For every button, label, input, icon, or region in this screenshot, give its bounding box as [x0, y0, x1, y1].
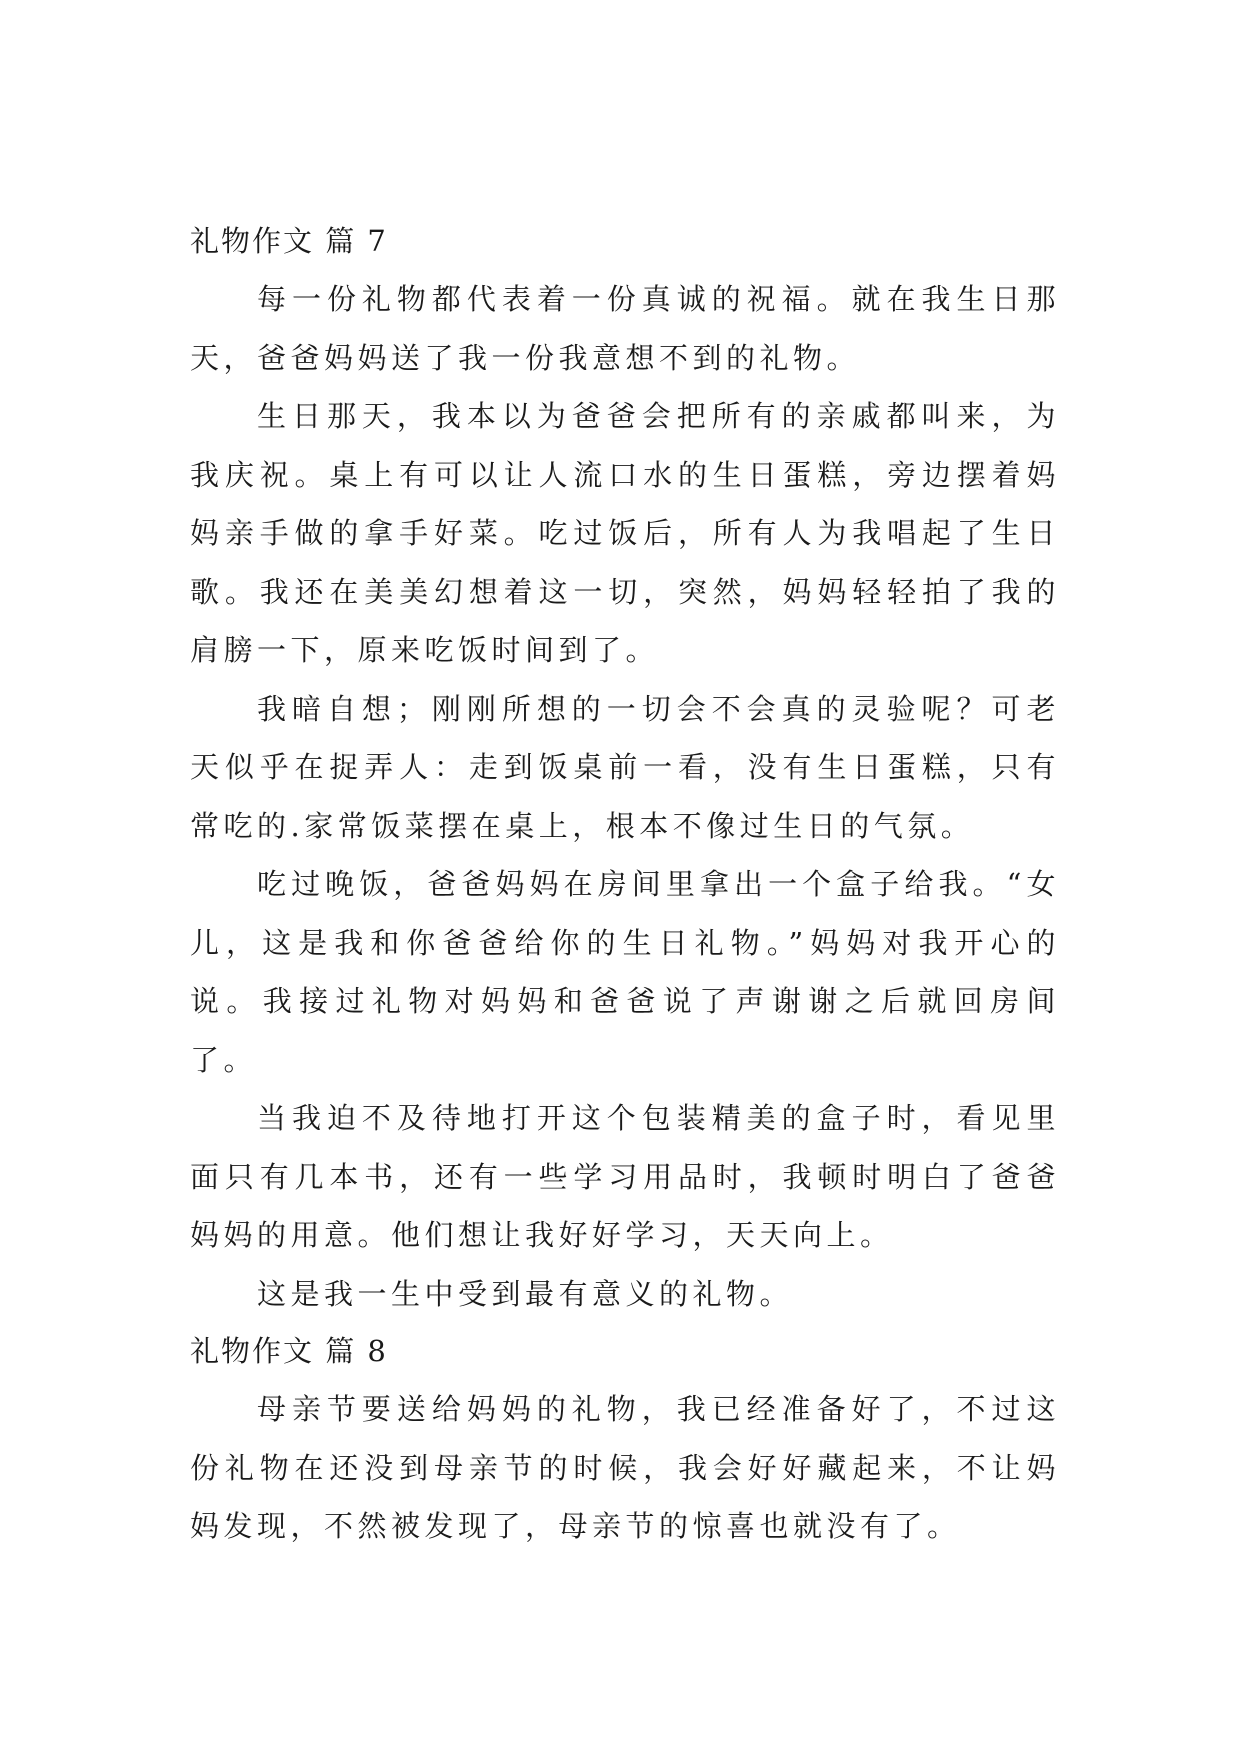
paragraph: 每一份礼物都代表着一份真诚的祝福。就在我生日那天，爸爸妈妈送了我一份我意想不到的礼物。: [190, 282, 1060, 375]
paragraph: 我暗自想；刚刚所想的一切会不会真的灵验呢？可老天似乎在捉弄人：走到饭桌前一看，没有生日蛋糕，只有常吃的.家常饭菜摆在桌上，根本不像过生日的气氛。: [190, 691, 1060, 843]
paragraph: 生日那天，我本以为爸爸会把所有的亲戚都叫来，为我庆祝。桌上有可以让人流口水的生日蛋糕，旁边摆着妈妈亲手做的拿手好菜。吃过饭后，所有人为我唱起了生日歌。我还在美美幻想着这一切，突然，妈妈轻轻拍了我的肩膀一下，原来吃饭时间到了。: [190, 399, 1060, 667]
section-body: [190, 270, 1060, 1323]
paragraph: 这是我一生中受到最有意义的礼物。: [257, 1276, 794, 1311]
paragraph: 吃过晚饭，爸爸妈妈在房间里拿出一个盒子给我。“女儿，这是我和你爸爸给你的生日礼物。”妈妈对我开心的说。我接过礼物对妈妈和爸爸说了声谢谢之后就回房间了。: [190, 867, 1060, 1077]
paragraph: 当我迫不及待地打开这个包装精美的盒子时，看见里面只有几本书，还有一些学习用品时，我顿时明白了爸爸妈妈的用意。他们想让我好好学习，天天向上。: [190, 1101, 1060, 1252]
section-body: [190, 1380, 1060, 1556]
section-heading: 礼物作文 篇 7: [190, 224, 388, 258]
section-heading: 礼物作文 篇 8: [190, 1334, 388, 1368]
essay-section-7: [190, 218, 1060, 1323]
paragraph: 母亲节要送给妈妈的礼物，我已经准备好了，不过这份礼物在还没到母亲节的时候，我会好好藏起来，不让妈妈发现，不然被发现了，母亲节的惊喜也就没有了。: [190, 1392, 1060, 1543]
essay-section-8: [190, 1328, 1060, 1556]
